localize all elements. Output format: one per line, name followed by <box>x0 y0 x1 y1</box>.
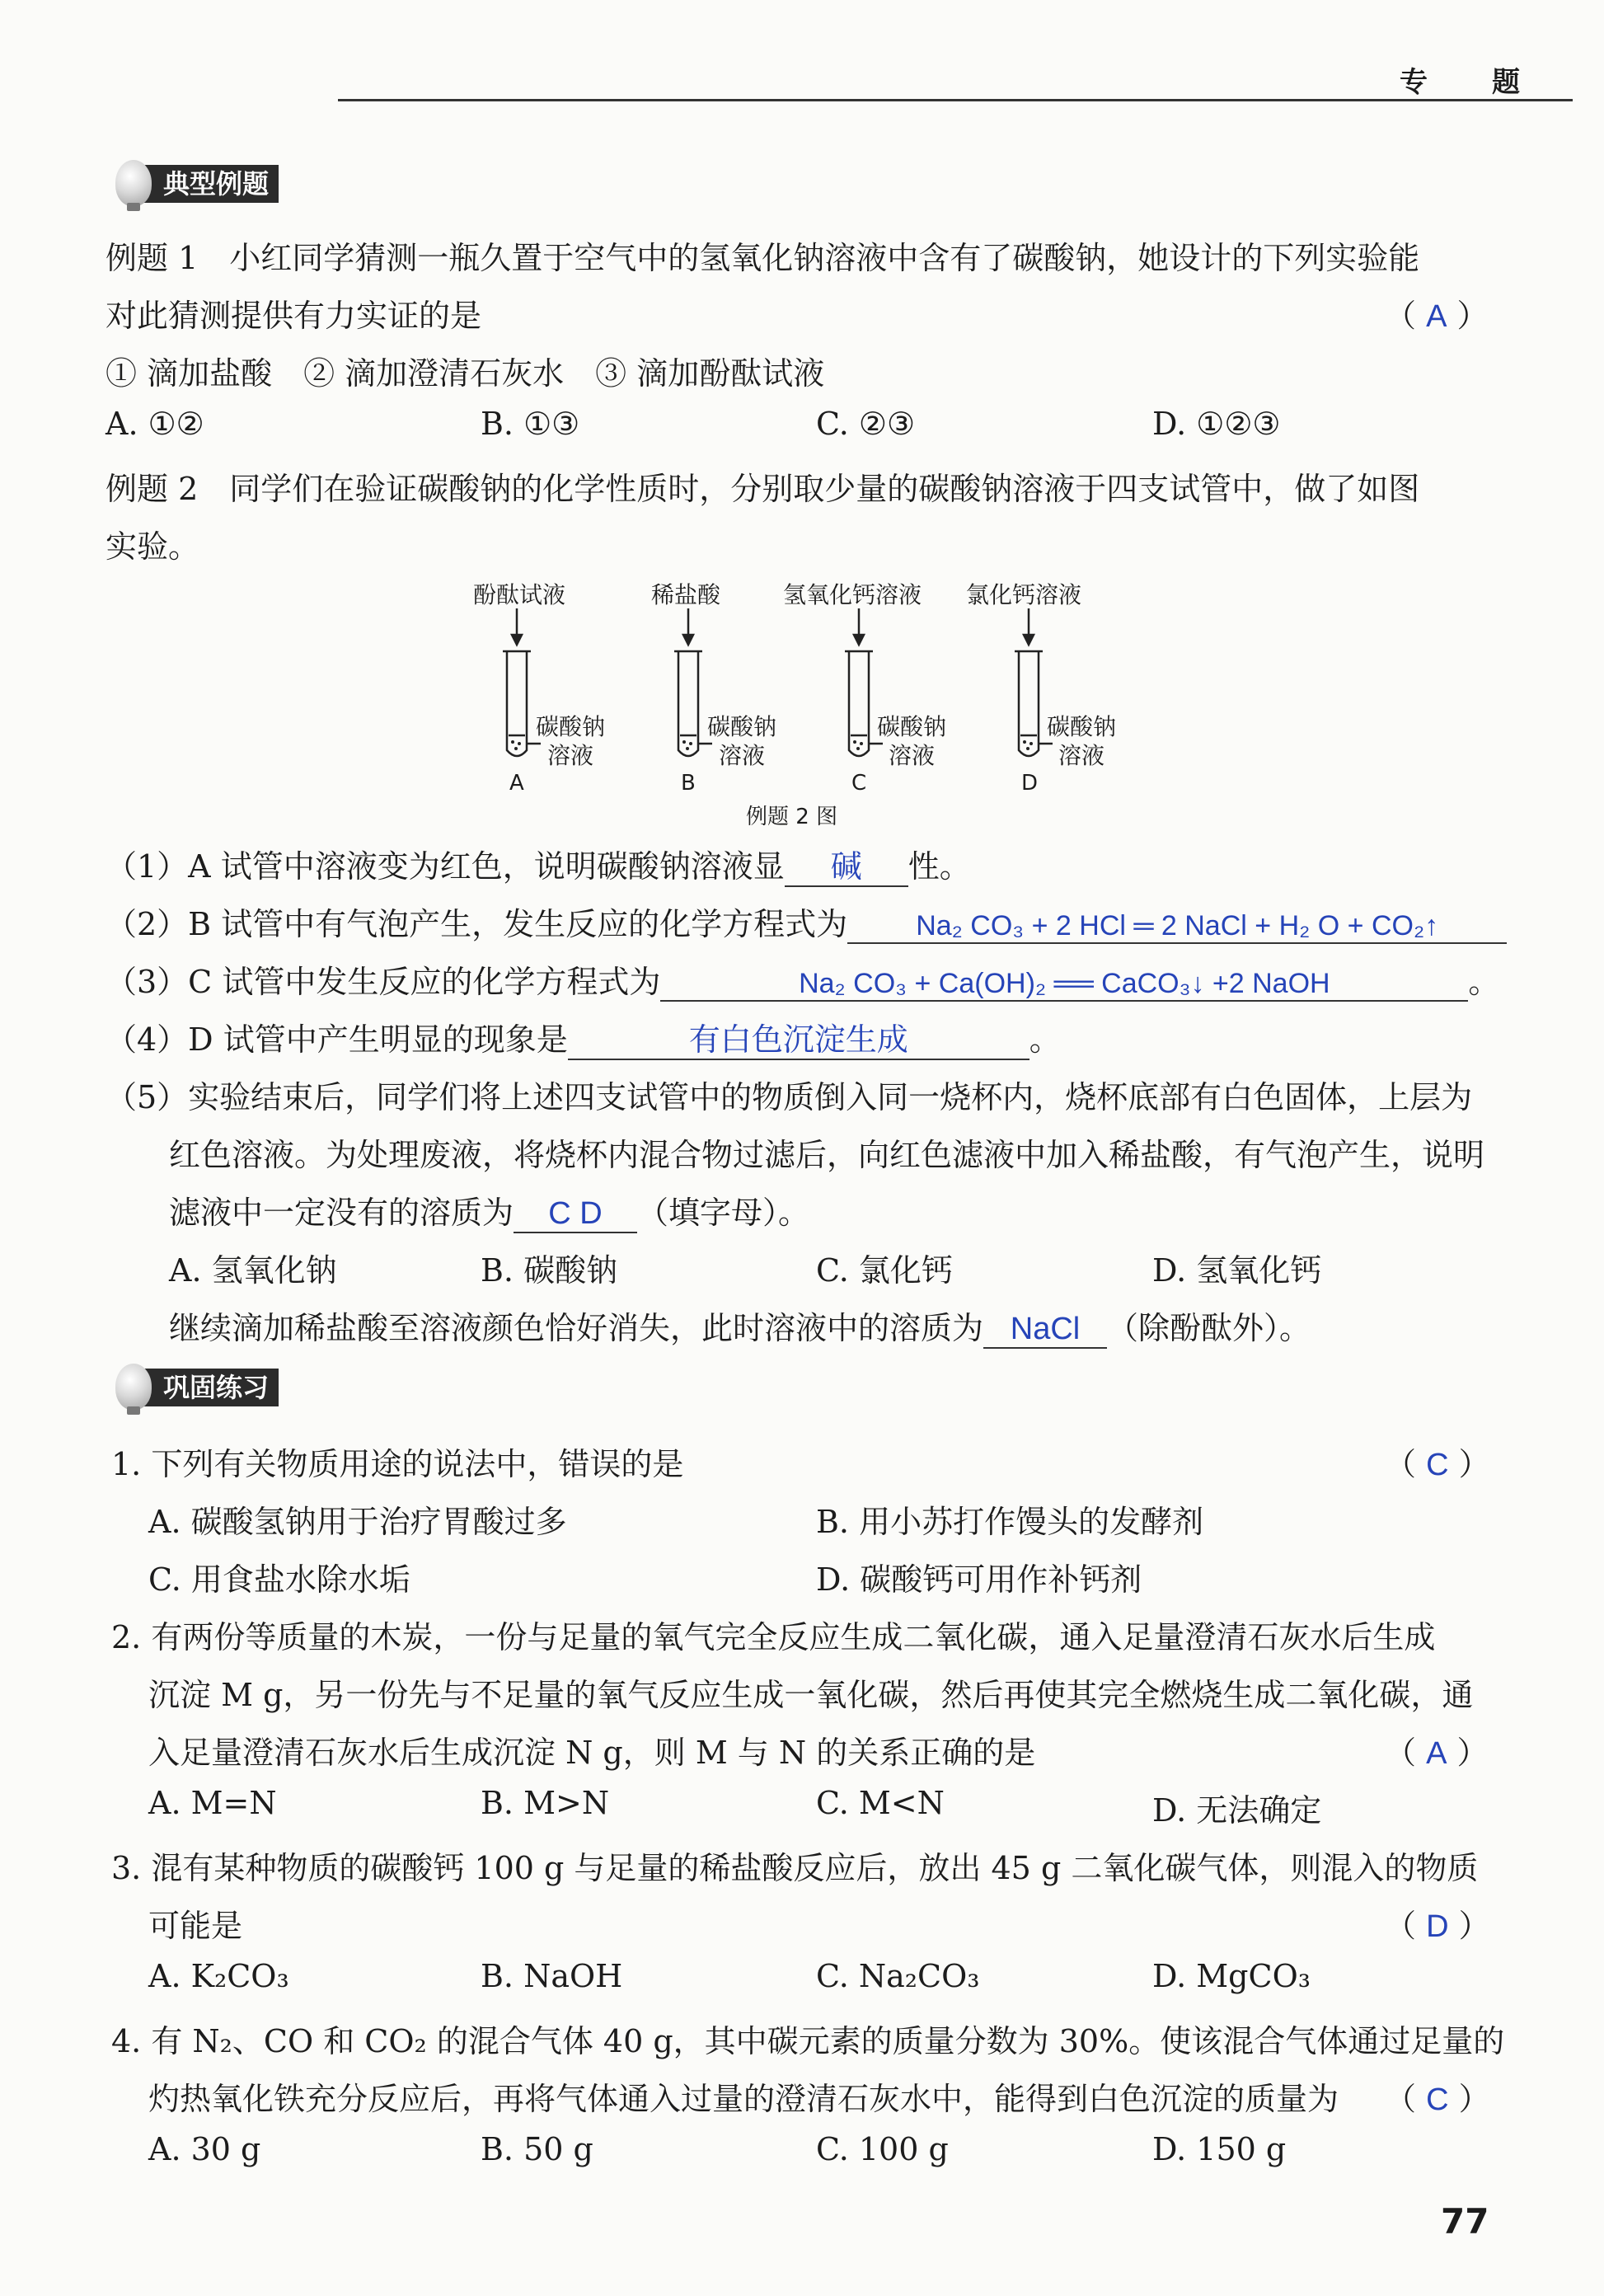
option-c: C. 氯化钙 <box>816 1252 953 1289</box>
q1-line: （1）A 试管中溶液变为红色，说明碳酸钠溶液显 碱 性。 <box>106 841 971 887</box>
practice2-line2: 沉淀 M g，另一份先与不足量的氧气反应生成一氧化碳，然后再使其完全燃烧生成二氧化碳，通 <box>148 1677 1474 1713</box>
answer-mark: A <box>1426 299 1447 334</box>
solution-label: 碳酸钠 <box>1047 713 1117 740</box>
practice3-line1: 3. 混有某种物质的碳酸钙 100 g 与足量的稀盐酸反应后，放出 45 g 二氧化碳气体，则混入的物质 <box>111 1850 1479 1886</box>
solution-label: 溶液 <box>1058 742 1105 769</box>
option-b: B. NaOH <box>481 1958 623 1994</box>
example2-line2: 实验。 <box>106 528 200 565</box>
tube-label: D <box>1021 771 1039 796</box>
practice2-answer-bracket: （ A ） <box>1385 1735 1489 1771</box>
q4-line: （4）D 试管中产生明显的现象是 有白色沉淀生成 。 <box>106 1014 1061 1060</box>
solution-label: 溶液 <box>547 742 594 769</box>
section-title-practice <box>124 1369 279 1406</box>
option-b: B. M>N <box>481 1785 610 1821</box>
option-b: B. 50 g <box>481 2131 593 2167</box>
practice4-line2: 灼热氧化铁充分反应后，再将气体通入过量的澄清石灰水中，能得到白色沉淀的质量为 <box>148 2081 1339 2117</box>
option-c: C. 100 g <box>816 2131 949 2167</box>
reagent-label: 氢氧化钙溶液 <box>783 581 922 608</box>
q5-line4: 继续滴加稀盐酸至溶液颜色恰好消失，此时溶液中的溶质为 NaCl （除酚酞外）。 <box>169 1303 1311 1349</box>
chapter-header: 专 题 <box>1400 66 1538 99</box>
option-a: A. 30 g <box>148 2131 261 2167</box>
option-a: A. K₂CO₃ <box>148 1958 289 1994</box>
option-d: D. 无法确定 <box>1152 1792 1322 1829</box>
option-d: D. MgCO₃ <box>1152 1958 1311 1994</box>
q5-line2: 红色溶液。为处理废液，将烧杯内混合物过滤后，向红色滤液中加入稀盐酸，有气泡产生，说明 <box>169 1137 1485 1173</box>
option-c: C. 用食盐水除水垢 <box>148 1561 410 1598</box>
q2-line: （2）B 试管中有气泡产生，发生反应的化学方程式为 Na₂ CO₃ + 2 HCl ═ 2 NaCl + H₂ O + CO₂↑ <box>106 899 1507 944</box>
solution-label: 溶液 <box>889 742 936 769</box>
figure-caption: 例题 2 图 <box>746 805 838 829</box>
tube-label: C <box>851 771 867 796</box>
option-d: D. 碳酸钙可用作补钙剂 <box>816 1561 1142 1598</box>
example2-line1: 例题 2 同学们在验证碳酸钠的化学性质时，分别取少量的碳酸钠溶液于四支试管中，做了如图 <box>106 471 1420 507</box>
example1-line1: 例题 1 小红同学猜测一瓶久置于空气中的氢氧化钠溶液中含有了碳酸钠，她设计的下列实验能 <box>106 240 1420 276</box>
practice2-line3: 入足量澄清石灰水后生成沉淀 N g，则 M 与 N 的关系正确的是 <box>148 1735 1036 1771</box>
option-c: C. M<N <box>816 1785 945 1821</box>
answer-blank: Na₂ CO₃ + 2 HCl ═ 2 NaCl + H₂ O + CO₂↑ <box>847 910 1507 944</box>
practice1-stem: 1. 下列有关物质用途的说法中，错误的是 <box>111 1446 684 1482</box>
option-a: A. 碳酸氢钠用于治疗胃酸过多 <box>148 1504 567 1540</box>
answer-blank: Na₂ CO₃ + Ca(OH)₂ ══ CaCO₃↓ +2 NaOH <box>660 968 1468 1002</box>
solution-label: 碳酸钠 <box>707 713 777 740</box>
practice1-answer-bracket: （ C ） <box>1385 1446 1490 1482</box>
answer-blank: C D <box>514 1195 637 1233</box>
q5-line3: 滤液中一定没有的溶质为 C D （填字母）。 <box>169 1187 809 1233</box>
lightbulb-icon <box>115 1364 152 1410</box>
practice4-line1: 4. 有 N₂、CO 和 CO₂ 的混合气体 40 g，其中碳元素的质量分数为 30%。使该混合气体通过足量的 <box>111 2023 1505 2059</box>
option-a: A. M=N <box>148 1785 277 1821</box>
example1-line2: 对此猜测提供有力实证的是 <box>106 298 482 334</box>
page-number: 77 <box>1441 2201 1489 2242</box>
option-b: B. ①③ <box>481 406 580 442</box>
example1-items: ① 滴加盐酸 ② 滴加澄清石灰水 ③ 滴加酚酞试液 <box>106 355 825 392</box>
section-label: 典型例题 <box>163 168 270 200</box>
practice4-answer-bracket: （ C ） <box>1385 2081 1490 2117</box>
reagent-label: 酚酞试液 <box>473 581 566 608</box>
answer-blank: NaCl <box>983 1311 1107 1349</box>
header-rule <box>338 99 1573 101</box>
q3-line: （3）C 试管中发生反应的化学方程式为 Na₂ CO₃ + Ca(OH)₂ ══ CaCO₃↓ +2 NaOH 。 <box>106 956 1499 1002</box>
option-c: C. ②③ <box>816 406 916 442</box>
option-b: B. 碳酸钠 <box>481 1252 618 1289</box>
option-d: D. 150 g <box>1152 2131 1287 2167</box>
practice2-line1: 2. 有两份等质量的木炭，一份与足量的氧气完全反应生成二氧化碳，通入足量澄清石灰水后生成 <box>111 1619 1436 1655</box>
option-c: C. Na₂CO₃ <box>816 1958 980 1994</box>
example1-answer-bracket: （ A ） <box>1385 298 1489 334</box>
solution-label: 碳酸钠 <box>877 713 947 740</box>
option-b: B. 用小苏打作馒头的发酵剂 <box>816 1504 1204 1540</box>
solution-label: 碳酸钠 <box>536 713 606 740</box>
solution-label: 溶液 <box>719 742 766 769</box>
lightbulb-icon <box>115 160 152 206</box>
option-a: A. ①② <box>106 406 204 442</box>
reagent-label: 氯化钙溶液 <box>966 581 1082 608</box>
tube-label: A <box>509 771 524 796</box>
practice3-line2: 可能是 <box>148 1908 243 1944</box>
q5-line1: （5）实验结束后，同学们将上述四支试管中的物质倒入同一烧杯内，烧杯底部有白色固体，上层为 <box>106 1079 1473 1115</box>
answer-blank: 有白色沉淀生成 <box>568 1022 1029 1060</box>
tube-label: B <box>681 771 696 796</box>
section-label: 巩固练习 <box>163 1372 270 1403</box>
answer-blank: 碱 <box>785 849 908 887</box>
option-a: A. 氢氧化钠 <box>169 1252 337 1289</box>
practice3-answer-bracket: （ D ） <box>1385 1908 1490 1944</box>
option-d: D. 氢氧化钙 <box>1152 1252 1322 1289</box>
option-d: D. ①②③ <box>1152 406 1281 442</box>
section-title-examples <box>124 165 279 203</box>
reagent-label: 稀盐酸 <box>651 581 721 608</box>
